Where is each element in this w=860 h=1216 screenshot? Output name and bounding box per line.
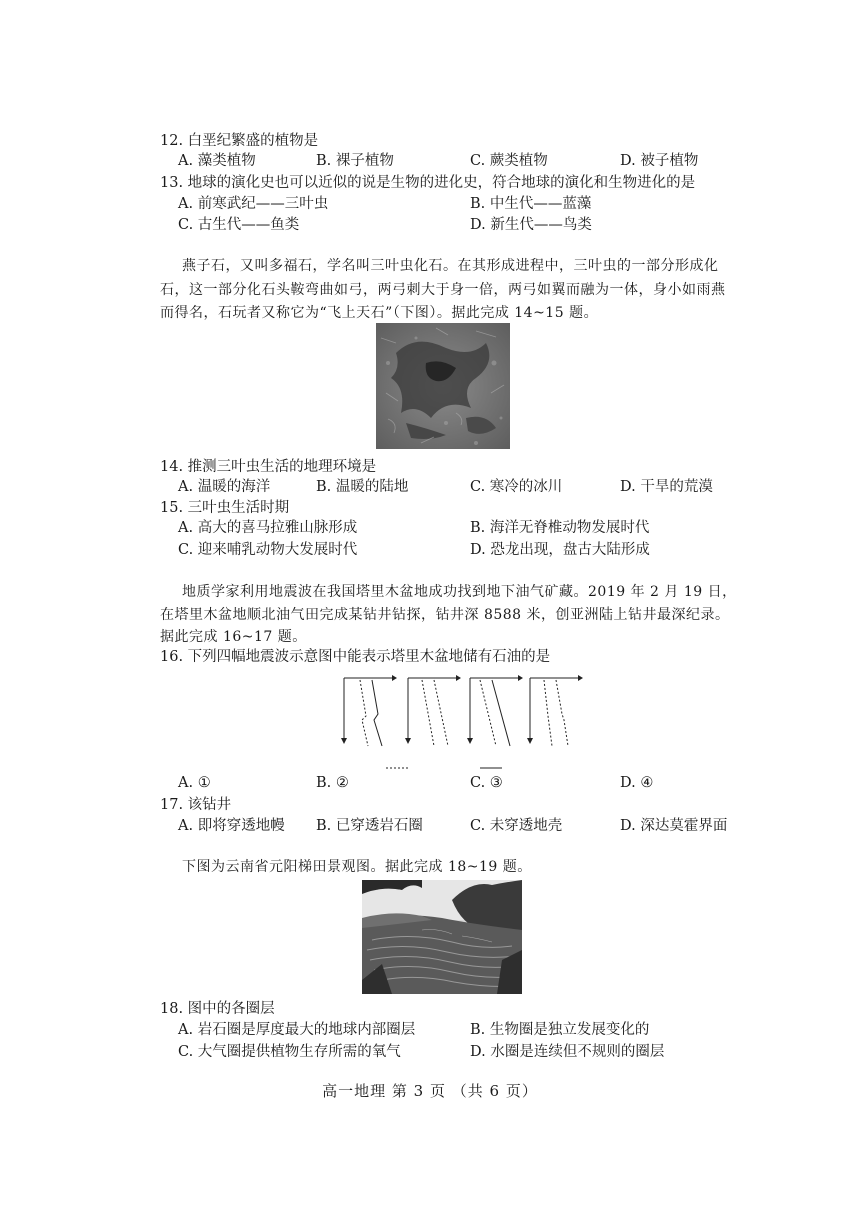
- passage-1-line-1: 燕子石，又叫多福石，学名叫三叶虫化石。在其形成进程中，三叶虫的一部分形成化: [182, 258, 719, 274]
- seismic-panel-3: [467, 675, 523, 746]
- q17-option-a: A. 即将穿透地幔: [178, 818, 285, 834]
- q12-option-c: C. 蕨类植物: [470, 153, 548, 169]
- rice-terrace-photo: [362, 880, 522, 994]
- q15-option-b: B. 海洋无脊椎动物发展时代: [470, 520, 650, 536]
- q14-option-c: C. 寒冷的冰川: [470, 479, 563, 495]
- question-12-stem: 12. 白垩纪繁盛的植物是: [160, 133, 319, 149]
- question-17-stem: 17. 该钻井: [160, 797, 232, 813]
- q14-option-b: B. 温暖的陆地: [316, 479, 409, 495]
- passage-2-line-1: 地质学家利用地震波在我国塔里木盆地成功找到地下油气矿藏。2019 年 2 月 19 日，: [182, 584, 737, 600]
- q18-option-c: C. 大气圈提供植物生存所需的氧气: [178, 1044, 401, 1060]
- question-16-stem: 16. 下列四幅地震波示意图中能表示塔里木盆地储有石油的是: [160, 649, 551, 665]
- q17-option-d: D. 深达莫霍界面: [620, 818, 728, 834]
- passage-1-line-2: 石，这一部分化石头鞍弯曲如弓，两弓刺大于身一倍，两弓如翼而融为一体，身小如雨燕: [160, 282, 726, 298]
- seismic-panel-2: [405, 675, 461, 746]
- q15-option-a: A. 高大的喜马拉雅山脉形成: [178, 520, 358, 536]
- passage-3-line-1: 下图为云南省元阳梯田景观图。据此完成 18~19 题。: [182, 859, 532, 875]
- q17-option-b: B. 已穿透岩石圈: [316, 818, 423, 834]
- page-footer: 高一地理 第 3 页 （共 6 页）: [322, 1082, 538, 1100]
- question-14-stem: 14. 推测三叶虫生活的地理环境是: [160, 459, 377, 475]
- passage-2-line-2: 在塔里木盆地顺北油气田完成某钻井钻探，钻井深 8588 米，创亚洲陆上钻井最深纪录。: [160, 607, 730, 623]
- trilobite-fossil-photo: [376, 323, 510, 449]
- q18-option-d: D. 水圈是连续但不规则的圈层: [470, 1044, 665, 1060]
- passage-1-line-3: 而得名，石玩者又称它为“飞上天石”（下图）。据此完成 14~15 题。: [160, 305, 599, 321]
- q13-option-a: A. 前寒武纪——三叶虫: [178, 196, 329, 212]
- q16-option-c: C. ③: [470, 775, 503, 791]
- passage-2-line-3: 据此完成 16~17 题。: [160, 629, 307, 645]
- q18-option-a: A. 岩石圈是厚度最大的地球内部圈层: [178, 1022, 416, 1038]
- q17-option-c: C. 未穿透地壳: [470, 818, 563, 834]
- q16-option-d: D. ④: [620, 775, 654, 791]
- q15-option-d: D. 恐龙出现，盘古大陆形成: [470, 542, 650, 558]
- q16-option-b: B. ②: [316, 775, 349, 791]
- q18-option-b: B. 生物圈是独立发展变化的: [470, 1022, 650, 1038]
- seismic-wave-diagram: [330, 668, 590, 774]
- question-18-stem: 18. 图中的各圈层: [160, 1001, 275, 1017]
- q14-option-d: D. 干旱的荒漠: [620, 479, 713, 495]
- question-13-stem: 13. 地球的演化史也可以近似的说是生物的进化史，符合地球的演化和生物进化的是: [160, 175, 696, 191]
- seismic-panel-1: [341, 675, 397, 746]
- q12-option-a: A. 藻类植物: [178, 153, 256, 169]
- seismic-panel-4: [527, 675, 583, 746]
- q14-option-a: A. 温暖的海洋: [178, 479, 271, 495]
- question-15-stem: 15. 三叶虫生活时期: [160, 500, 290, 516]
- q13-option-d: D. 新生代——鸟类: [470, 217, 592, 233]
- q15-option-c: C. 迎来哺乳动物大发展时代: [178, 542, 358, 558]
- q12-option-b: B. 裸子植物: [316, 153, 394, 169]
- q16-option-a: A. ①: [178, 775, 211, 791]
- q13-option-c: C. 古生代——鱼类: [178, 217, 300, 233]
- q12-option-d: D. 被子植物: [620, 153, 699, 169]
- q13-option-b: B. 中生代——蓝藻: [470, 196, 592, 212]
